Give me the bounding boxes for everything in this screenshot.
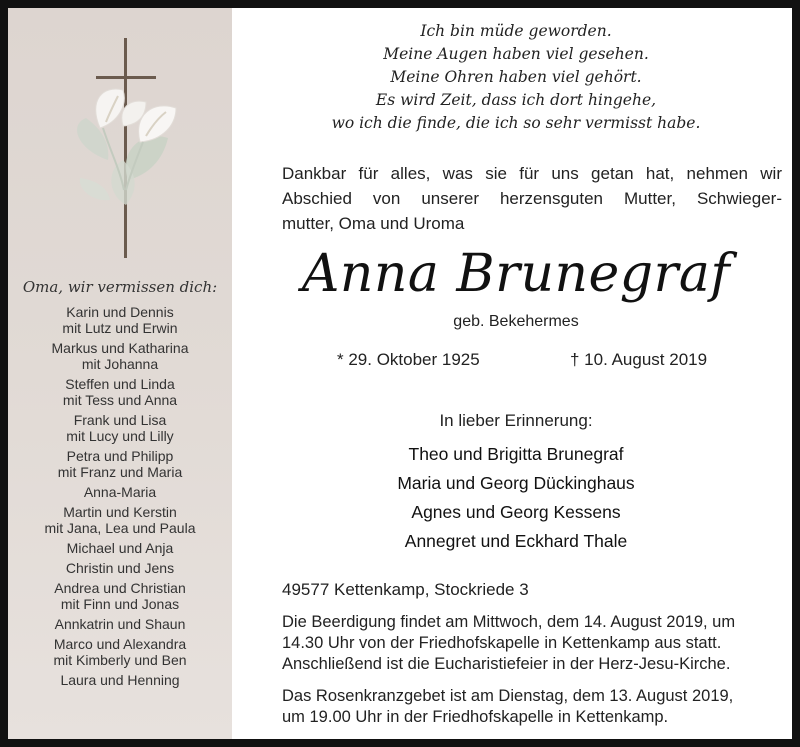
list-item: Michael und Anja <box>66 540 174 556</box>
list-item: Steffen und Linda mit Tess und Anna <box>62 376 178 408</box>
list-item: Annegret und Eckhard Thale <box>404 531 628 551</box>
address: 49577 Kettenkamp, Stockriede 3 <box>282 580 529 599</box>
family-list <box>8 304 232 692</box>
maiden-name: geb. Bekehermes <box>453 313 579 330</box>
intro-text: Dankbar für alles, was sie für uns getan hat, nehmen wir Abschied von unserer herzensguten Mutter, Schwieger- mutter, Oma und Uroma <box>282 164 782 233</box>
birth-date: * 29. Oktober 1925 <box>337 350 480 369</box>
poem-line: wo ich die finde, die ich so sehr vermisst habe. <box>331 114 701 132</box>
sidebar <box>8 8 232 739</box>
list-item: Karin und Dennis mit Lutz und Erwin <box>62 304 178 336</box>
list-item: Laura und Henning <box>60 672 180 688</box>
list-item: Agnes und Georg Kessens <box>411 502 621 522</box>
list-item: Marco und Alexandra mit Kimberly und Ben <box>53 636 187 668</box>
list-item: Martin und Kerstin mit Jana, Lea und Paula <box>44 504 196 536</box>
poem-line: Es wird Zeit, dass ich dort hingehe, <box>375 91 657 109</box>
sidebar-heading: Oma, wir vermissen dich: <box>22 278 218 296</box>
cross-with-calla-lilies-icon <box>48 30 198 260</box>
rosary-info: Das Rosenkranzgebet ist am Dienstag, dem 13. August 2019, um 19.00 Uhr in der Friedhofskapelle in Kettenkamp. <box>282 687 734 726</box>
list-item: Frank und Lisa mit Lucy und Lilly <box>66 412 174 444</box>
list-item: Andrea und Christian mit Finn und Jonas <box>54 580 186 612</box>
list-item: Petra und Philipp mit Franz und Maria <box>57 448 183 480</box>
list-item: Theo und Brigitta Brunegraf <box>408 444 624 464</box>
funeral-info: Die Beerdigung findet am Mittwoch, dem 14. August 2019, um 14.30 Uhr von der Friedhofskapelle in Kettenkamp aus statt. Anschließend ist die Eucharistiefeier in der Herz-Jesu-Kirche. <box>282 613 736 673</box>
mourners-list <box>232 440 800 556</box>
main-content <box>232 8 800 739</box>
list-item: Maria und Georg Dückinghaus <box>397 473 635 493</box>
poem <box>232 20 800 135</box>
list-item: Markus und Katharina mit Johanna <box>51 340 189 372</box>
list-item: Christin und Jens <box>65 560 175 576</box>
list-item: Anna-Maria <box>83 484 157 500</box>
poem-line: Meine Ohren haben viel gehört. <box>390 68 642 86</box>
list-item: Annkatrin und Shaun <box>54 616 186 632</box>
poem-line: Meine Augen haben viel gesehen. <box>383 45 649 63</box>
death-date: † 10. August 2019 <box>570 350 708 369</box>
memory-heading: In lieber Erinnerung: <box>439 411 593 430</box>
deceased-name: Anna Brunegraf <box>301 244 731 304</box>
poem-line: Ich bin müde geworden. <box>420 22 612 40</box>
